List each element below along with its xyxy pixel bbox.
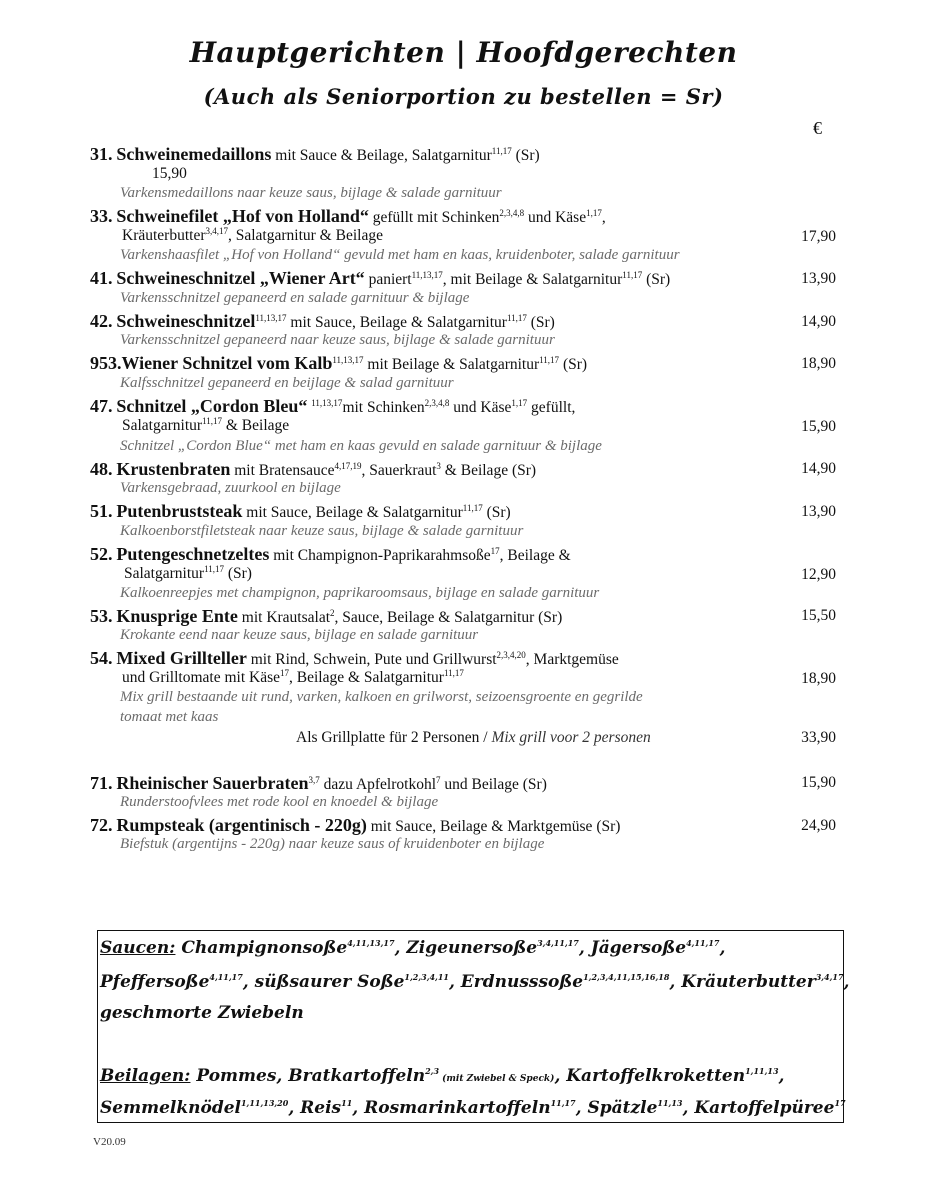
senior-marker: (Sr) <box>522 776 547 793</box>
side-item: Semmelknödel <box>100 1098 241 1118</box>
dish-name: Schweinefilet „Hof von Holland“ <box>116 206 369 226</box>
dish-description: und Käse <box>527 209 587 226</box>
allergen-codes: 4,11,13,17 <box>347 938 395 948</box>
allergen-codes: 11,17 <box>443 668 464 678</box>
dish-number: 51. <box>90 501 113 521</box>
allergen-codes: 3,4,11,17 <box>537 938 579 948</box>
saucen-label: Saucen: <box>100 938 176 958</box>
dish-number: 71. <box>90 773 113 793</box>
dish-description: , Beilage & Salatgarnitur <box>288 669 444 686</box>
dish-33-line2 <box>122 227 383 245</box>
dish-description: , Salatgarnitur & Beilage <box>228 227 383 244</box>
allergen-codes: 1,2,3,4,11,15,16,18 <box>583 972 670 982</box>
dish-price: 15,90 <box>152 165 187 182</box>
dish-number: 53. <box>90 606 113 626</box>
page-subtitle: (Auch als Seniorportion zu bestellen = Sr) <box>203 84 724 109</box>
allergen-codes: 2 <box>330 608 335 618</box>
allergen-codes: 11,17 <box>204 564 224 574</box>
dish-description: , <box>601 209 606 226</box>
dish-number: 48. <box>90 459 113 479</box>
separator: , <box>719 938 726 958</box>
dish-name: Schnitzel „Cordon Bleu“ <box>116 396 308 416</box>
dish-number: 52. <box>90 544 113 564</box>
dish-number: 33. <box>90 206 113 226</box>
senior-marker: (Sr) <box>511 462 537 479</box>
dish-translation: Varkensschnitzel gepaneerd en salade garnituur & bijlage <box>120 290 470 306</box>
dish-number: 42. <box>90 311 113 331</box>
dish-description: mit Krautsalat <box>241 609 331 626</box>
saucen-line-2 <box>100 972 849 992</box>
dish-number: 47. <box>90 396 113 416</box>
allergen-codes: 17 <box>834 1098 846 1108</box>
dish-953 <box>90 353 587 374</box>
dish-description: mit Bratensauce <box>234 462 335 479</box>
saucen-line-1 <box>100 938 725 958</box>
allergen-codes: 3,7 <box>308 775 320 785</box>
allergen-codes: 11,17 <box>491 146 512 156</box>
dish-translation: Kalfsschnitzel gepaneerd en beijlage & salad garnituur <box>120 375 454 391</box>
dish-name: Rheinischer Sauerbraten <box>116 773 309 793</box>
dish-71 <box>90 773 547 794</box>
separator: , <box>843 972 850 992</box>
dish-name: Rumpsteak (argentinisch - 220g) <box>116 815 367 835</box>
dish-price: 18,90 <box>801 355 836 372</box>
beilagen-label: Beilagen: <box>100 1066 191 1086</box>
dish-72 <box>90 815 620 836</box>
dish-translation: Varkensschnitzel gepaneerd naar keuze saus, bijlage & salade garnituur <box>120 332 555 348</box>
dish-number: 953. <box>90 353 122 373</box>
allergen-codes: 3 <box>436 461 441 471</box>
dish-price: 15,50 <box>801 607 836 624</box>
dish-translation: Krokante eend naar keuze saus, bijlage en salade garnituur <box>120 627 479 643</box>
allergen-codes: 2,3 <box>425 1066 440 1076</box>
dish-description: Kräuterbutter <box>122 227 206 244</box>
dish-42 <box>90 311 555 332</box>
sauce-item: , süßsaurer Soße <box>242 972 405 992</box>
dish-price: 14,90 <box>801 313 836 330</box>
senior-marker: (Sr) <box>562 356 588 373</box>
dish-47-line2 <box>122 417 289 435</box>
allergen-codes: 1,11,13 <box>745 1066 779 1076</box>
dish-name: Schweineschnitzel <box>116 311 256 331</box>
senior-marker: (Sr) <box>646 271 671 288</box>
currency-symbol: € <box>813 118 822 138</box>
dish-name: Putenbruststeak <box>116 501 243 521</box>
sauce-item: , Erdnusssoße <box>448 972 584 992</box>
allergen-codes: 7 <box>436 775 441 785</box>
side-item: , Reis <box>288 1098 342 1118</box>
dish-description: & Beilage <box>225 417 290 434</box>
dish-translation: Mix grill bestaande uit rund, varken, kalkoen en grilworst, seizoensgroente en gegrilde <box>120 689 643 705</box>
grillplatte-label: Als Grillplatte für 2 Personen <box>296 729 480 746</box>
dish-translation: Biefstuk (argentijns - 220g) naar keuze saus of kruidenboter en bijlage <box>120 836 545 852</box>
dish-description: paniert <box>368 271 412 288</box>
sauce-item: geschmorte Zwiebeln <box>100 1003 304 1023</box>
version-label: V20.09 <box>93 1136 126 1148</box>
dish-52-line2 <box>124 565 252 583</box>
allergen-codes: 3,4,17 <box>205 226 228 236</box>
allergen-codes: 11,17 <box>539 355 560 365</box>
dish-description: mit Sauce, Beilage & Marktgemüse <box>370 818 593 835</box>
dish-name: Putengeschnetzeltes <box>116 544 270 564</box>
dish-name: Knusprige Ente <box>116 606 238 626</box>
senior-marker: (Sr) <box>530 314 555 331</box>
dish-54-line2 <box>122 669 464 687</box>
side-item: , Spätzle <box>575 1098 658 1118</box>
sauce-item: , Kräuterbutter <box>669 972 816 992</box>
beilagen-line-1 <box>100 1066 784 1086</box>
allergen-codes: 11,13 <box>657 1098 683 1108</box>
beilagen-line-2 <box>100 1098 846 1118</box>
allergen-codes: 3,4,17 <box>815 972 844 982</box>
dish-translation: Varkensgebraad, zuurkool en bijlage <box>120 480 341 496</box>
dish-price: 12,90 <box>801 566 836 583</box>
grillplatte-price: 33,90 <box>801 729 836 746</box>
dish-description: , Beilage & <box>499 547 571 564</box>
allergen-codes: 11,13,17 <box>332 355 364 365</box>
side-item: , Kartoffelpüree <box>682 1098 835 1118</box>
allergen-codes: 4,17,19 <box>334 461 362 471</box>
dish-48 <box>90 459 536 480</box>
allergen-codes: 17 <box>490 546 500 556</box>
separator: / <box>479 729 492 746</box>
dish-52 <box>90 544 571 565</box>
allergen-codes: 11,13,17 <box>255 313 287 323</box>
dish-33 <box>90 206 606 227</box>
dish-description: mit Champignon-Paprikarahmsoße <box>273 547 491 564</box>
sauce-item: Pfeffersoße <box>100 972 210 992</box>
dish-54 <box>90 648 619 669</box>
dish-translation: Varkenshaasfilet „Hof von Holland“ gevuld met ham en kaas, kruidenboter, salade garnituur <box>120 247 680 263</box>
dish-31 <box>90 144 540 165</box>
allergen-codes: 2,3,4,8 <box>499 208 525 218</box>
dish-number: 41. <box>90 268 113 288</box>
dish-number: 31. <box>90 144 113 164</box>
allergen-codes: 11 <box>341 1098 353 1108</box>
dish-description: mit Sauce, Beilage & Salatgarnitur <box>246 504 463 521</box>
dish-description: mit Sauce, Beilage & Salatgarnitur <box>290 314 507 331</box>
allergen-codes: 2,3,4,20 <box>496 650 526 660</box>
dish-price: 13,90 <box>801 503 836 520</box>
dish-description: gefüllt, <box>531 399 576 416</box>
dish-description: mit Sauce & Beilage, Salatgarnitur <box>275 147 492 164</box>
dish-price: 13,90 <box>801 270 836 287</box>
dish-translation: Kalkoenreepjes met champignon, paprikaroomsaus, bijlage en salade garnituur <box>120 585 600 601</box>
allergen-codes: 11,17 <box>550 1098 576 1108</box>
sauce-item: , Jägersoße <box>578 938 687 958</box>
senior-marker: (Sr) <box>515 147 540 164</box>
senior-marker: (Sr) <box>486 504 511 521</box>
allergen-codes: 1,2,3,4,11 <box>404 972 449 982</box>
dish-translation: Varkensmedaillons naar keuze saus, bijlage & salade garnituur <box>120 185 502 201</box>
dish-description: mit Schinken <box>342 399 425 416</box>
allergen-codes: 11,17 <box>202 416 222 426</box>
dish-name: Mixed Grillteller <box>116 648 247 668</box>
dish-translation: Schnitzel „Cordon Blue“ met ham en kaas gevuld en salade garnituur & bijlage <box>120 438 602 454</box>
side-item: Pommes, Bratkartoffeln <box>190 1066 426 1086</box>
allergen-codes: 11,17 <box>462 503 483 513</box>
allergen-codes: 11,17 <box>506 313 527 323</box>
allergen-codes: 1,17 <box>511 398 528 408</box>
allergen-codes: 1,17 <box>586 208 602 218</box>
dish-description: und Käse <box>453 399 512 416</box>
dish-translation: Runderstoofvlees met rode kool en knoedel & bijlage <box>120 794 439 810</box>
dish-51 <box>90 501 511 522</box>
dish-name: Schweineschnitzel „Wiener Art“ <box>116 268 365 288</box>
dish-description: , Sauerkraut <box>361 462 437 479</box>
dish-description: und Grilltomate mit Käse <box>122 669 280 686</box>
allergen-codes: 2,3,4,8 <box>424 398 450 408</box>
dish-47 <box>90 396 575 417</box>
dish-description: & Beilage <box>444 462 509 479</box>
dish-name: Schweinemedaillons <box>116 144 272 164</box>
allergen-codes: 4,11,17 <box>209 972 243 982</box>
allergen-codes: 11,17 <box>622 270 643 280</box>
saucen-line-3 <box>100 1003 304 1023</box>
dish-description: gefüllt mit Schinken <box>372 209 500 226</box>
page-title: Hauptgerichten | Hoofdgerechten <box>189 36 738 69</box>
dish-description: mit Beilage & Salatgarnitur <box>367 356 540 373</box>
dish-price: 15,90 <box>801 418 836 435</box>
dish-translation: tomaat met kaas <box>120 709 219 725</box>
allergen-codes: 4,11,17 <box>686 938 720 948</box>
dish-description: , Sauce, Beilage & Salatgarnitur <box>334 609 535 626</box>
allergen-codes: 17 <box>279 668 289 678</box>
dish-41 <box>90 268 670 289</box>
dish-price: 24,90 <box>801 817 836 834</box>
side-item: , Kartoffelkroketten <box>554 1066 746 1086</box>
senior-marker: (Sr) <box>227 565 252 582</box>
dish-translation: Kalkoenborstfiletsteak naar keuze saus, bijlage & salade garnituur <box>120 523 524 539</box>
sauces-sides-box <box>97 930 844 1123</box>
dish-price: 15,90 <box>801 774 836 791</box>
dish-description: und Beilage <box>444 776 519 793</box>
senior-marker: (Sr) <box>538 609 563 626</box>
grillplatte-translation: Mix grill voor 2 personen <box>491 729 651 746</box>
senior-marker: (Sr) <box>596 818 621 835</box>
dish-price: 14,90 <box>801 460 836 477</box>
allergen-codes: 1,11,13,20 <box>240 1098 289 1108</box>
dish-description: Salatgarnitur <box>124 565 205 582</box>
dish-name: Wiener Schnitzel vom Kalb <box>121 353 333 373</box>
side-item: , Rosmarinkartoffeln <box>352 1098 551 1118</box>
allergen-codes: 11,13,17 <box>411 270 443 280</box>
grillplatte-option <box>296 729 651 747</box>
dish-number: 54. <box>90 648 113 668</box>
sauce-item: , Zigeunersoße <box>394 938 538 958</box>
sauce-item: Champignonsoße <box>181 938 348 958</box>
dish-53 <box>90 606 562 627</box>
dish-description: , mit Beilage & Salatgarnitur <box>442 271 623 288</box>
dish-description: Salatgarnitur <box>122 417 203 434</box>
dish-description: , Marktgemüse <box>525 651 619 668</box>
dish-number: 72. <box>90 815 113 835</box>
side-note: (mit Zwiebel & Speck) <box>439 1074 555 1084</box>
dish-description: dazu Apfelrotkohl <box>323 776 437 793</box>
allergen-codes: 11,13,17 <box>311 398 343 408</box>
dish-price: 18,90 <box>801 670 836 687</box>
separator: , <box>778 1066 785 1086</box>
dish-name: Krustenbraten <box>116 459 231 479</box>
dish-description: mit Rind, Schwein, Pute und Grillwurst <box>250 651 497 668</box>
dish-price: 17,90 <box>801 228 836 245</box>
